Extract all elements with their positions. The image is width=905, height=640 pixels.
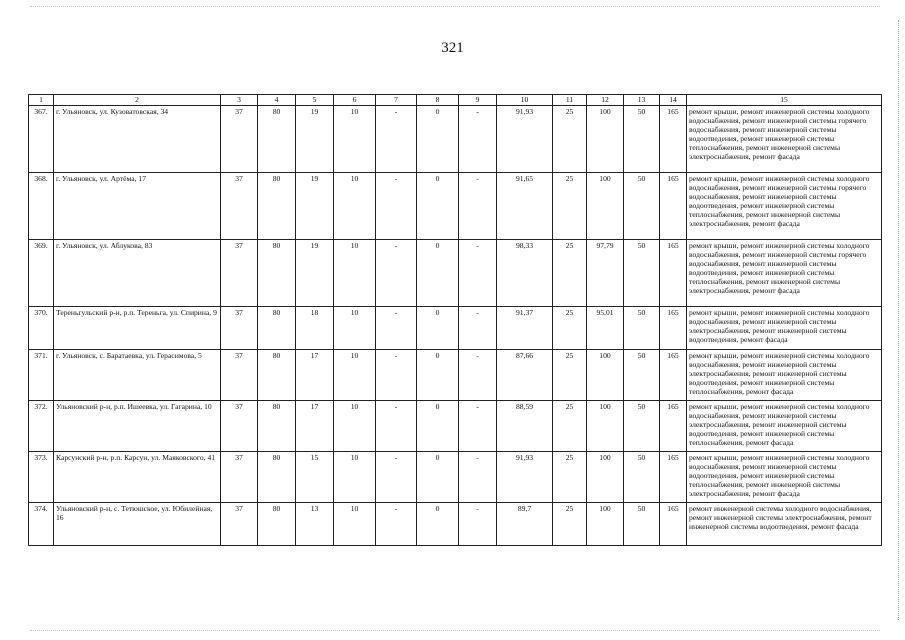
value-cell-c10: 89,7 (497, 503, 553, 546)
table-row (29, 503, 882, 546)
value-cell-c3: 37 (221, 350, 258, 401)
works-cell: ремонт инженерной системы холодного водоснабжения, ремонт инженерной системы электроснабжения, ремонт инженерной системы водоотведения, ремонт фасада (687, 503, 882, 546)
value-cell-c8: 0 (417, 173, 459, 240)
col-header: 2 (54, 95, 221, 106)
works-cell: ремонт крыши, ремонт инженерной системы холодного водоснабжения, ремонт инженерной системы водоотведения, ремонт инженерной системы теплоснабжения, ремонт инженерной системы электроснабжения, ремонт фасада (687, 452, 882, 503)
value-cell-c13: 50 (624, 240, 660, 307)
value-cell-c5: 19 (296, 106, 334, 173)
address-cell: г. Ульяновск, ул. Кузоватовская, 34 (54, 106, 221, 173)
page-number: 321 (441, 40, 464, 56)
value-cell-c8: 0 (417, 503, 459, 546)
value-cell-c3: 37 (221, 452, 258, 503)
value-cell-c4: 80 (258, 401, 296, 452)
value-cell-c10: 91,93 (497, 452, 553, 503)
value-cell-c8: 0 (417, 240, 459, 307)
col-header: 11 (553, 95, 587, 106)
table-row (29, 307, 882, 350)
value-cell-c12: 100 (587, 106, 624, 173)
value-cell-c8: 0 (417, 106, 459, 173)
address-cell: Карсунский р-н, р.п. Карсун, ул. Маяковского, 41 (54, 452, 221, 503)
value-cell-c12: 100 (587, 350, 624, 401)
value-cell-c5: 17 (296, 401, 334, 452)
value-cell-c13: 50 (624, 401, 660, 452)
header-row (29, 95, 882, 106)
value-cell-c6: 10 (334, 307, 376, 350)
value-cell-c11: 25 (553, 106, 587, 173)
value-cell-c9: - (459, 307, 497, 350)
works-cell: ремонт крыши, ремонт инженерной системы холодного водоснабжения, ремонт инженерной системы горячего водоснабжения, ремонт инженерной системы водоотведения, ремонт инженерной системы теплоснабжения, ремонт инженерной системы электроснабжения, ремонт фасада (687, 106, 882, 173)
col-header: 15 (687, 95, 882, 106)
address-cell: Тереньгульский р-н, р.п. Тереньга, ул. Спирина, 9 (54, 307, 221, 350)
value-cell-c7: - (376, 503, 417, 546)
table-row (29, 173, 882, 240)
value-cell-c6: 10 (334, 240, 376, 307)
value-cell-c11: 25 (553, 503, 587, 546)
value-cell-c11: 25 (553, 452, 587, 503)
address-cell: г. Ульяновск, ул. Артёма, 17 (54, 173, 221, 240)
value-cell-c8: 0 (417, 452, 459, 503)
value-cell-c12: 95,01 (587, 307, 624, 350)
value-cell-c3: 37 (221, 401, 258, 452)
value-cell-c10: 98,33 (497, 240, 553, 307)
value-cell-c12: 100 (587, 401, 624, 452)
col-header: 4 (258, 95, 296, 106)
col-header: 9 (459, 95, 497, 106)
value-cell-c14: 165 (660, 173, 687, 240)
address-cell: г. Ульяновск, ул. Аблукова, 83 (54, 240, 221, 307)
value-cell-c11: 25 (553, 240, 587, 307)
row-number: 374. (29, 503, 54, 546)
col-header: 6 (334, 95, 376, 106)
scan-edge-right (897, 20, 899, 620)
value-cell-c11: 25 (553, 350, 587, 401)
value-cell-c5: 19 (296, 173, 334, 240)
value-cell-c11: 25 (553, 307, 587, 350)
value-cell-c3: 37 (221, 173, 258, 240)
col-header: 13 (624, 95, 660, 106)
value-cell-c7: - (376, 240, 417, 307)
value-cell-c10: 87,66 (497, 350, 553, 401)
value-cell-c14: 165 (660, 106, 687, 173)
row-number: 368. (29, 173, 54, 240)
value-cell-c14: 165 (660, 452, 687, 503)
value-cell-c8: 0 (417, 307, 459, 350)
value-cell-c14: 165 (660, 350, 687, 401)
value-cell-c10: 91,37 (497, 307, 553, 350)
value-cell-c6: 10 (334, 350, 376, 401)
address-cell: Ульяновский р-н, с. Тетюшское, ул. Юбилейная, 16 (54, 503, 221, 546)
value-cell-c3: 37 (221, 240, 258, 307)
value-cell-c13: 50 (624, 173, 660, 240)
works-cell: ремонт крыши, ремонт инженерной системы холодного водоснабжения, ремонт инженерной системы горячего водоснабжения, ремонт инженерной системы водоотведения, ремонт инженерной системы теплоснабжения, ремонт инженерной системы электроснабжения, ремонт фасада (687, 240, 882, 307)
row-number: 370. (29, 307, 54, 350)
value-cell-c5: 13 (296, 503, 334, 546)
address-cell: г. Ульяновск, с. Баратаевка, ул. Герасимова, 5 (54, 350, 221, 401)
address-cell: Ульяновский р-н, р.п. Ишеевка, ул. Гагарина, 10 (54, 401, 221, 452)
value-cell-c12: 100 (587, 173, 624, 240)
value-cell-c12: 100 (587, 452, 624, 503)
value-cell-c13: 50 (624, 452, 660, 503)
value-cell-c14: 165 (660, 401, 687, 452)
table-row (29, 350, 882, 401)
value-cell-c3: 37 (221, 307, 258, 350)
works-cell: ремонт крыши, ремонт инженерной системы холодного водоснабжения, ремонт инженерной системы электроснабжения, ремонт инженерной системы водоотведения, ремонт инженерной системы теплоснабжения, ремонт фасада (687, 350, 882, 401)
value-cell-c14: 165 (660, 307, 687, 350)
value-cell-c14: 165 (660, 503, 687, 546)
col-header: 3 (221, 95, 258, 106)
value-cell-c4: 80 (258, 350, 296, 401)
value-cell-c3: 37 (221, 106, 258, 173)
value-cell-c10: 91,65 (497, 173, 553, 240)
value-cell-c6: 10 (334, 173, 376, 240)
value-cell-c9: - (459, 452, 497, 503)
repair-table (28, 94, 882, 546)
value-cell-c8: 0 (417, 401, 459, 452)
value-cell-c5: 17 (296, 350, 334, 401)
row-number: 371. (29, 350, 54, 401)
value-cell-c5: 19 (296, 240, 334, 307)
table-row (29, 401, 882, 452)
col-header: 7 (376, 95, 417, 106)
value-cell-c10: 91,93 (497, 106, 553, 173)
row-number: 369. (29, 240, 54, 307)
col-header: 10 (497, 95, 553, 106)
value-cell-c9: - (459, 106, 497, 173)
value-cell-c9: - (459, 503, 497, 546)
table-row (29, 240, 882, 307)
value-cell-c7: - (376, 307, 417, 350)
value-cell-c10: 88,59 (497, 401, 553, 452)
col-header: 1 (29, 95, 54, 106)
value-cell-c9: - (459, 173, 497, 240)
value-cell-c4: 80 (258, 106, 296, 173)
works-cell: ремонт крыши, ремонт инженерной системы холодного водоснабжения, ремонт инженерной системы горячего водоснабжения, ремонт инженерной системы водоотведения, ремонт инженерной системы теплоснабжения, ремонт инженерной системы электроснабжения, ремонт фасада (687, 173, 882, 240)
value-cell-c7: - (376, 173, 417, 240)
value-cell-c4: 80 (258, 173, 296, 240)
value-cell-c7: - (376, 106, 417, 173)
value-cell-c7: - (376, 401, 417, 452)
value-cell-c4: 80 (258, 503, 296, 546)
scan-edge-bottom (30, 630, 880, 632)
col-header: 14 (660, 95, 687, 106)
value-cell-c12: 100 (587, 503, 624, 546)
value-cell-c13: 50 (624, 503, 660, 546)
value-cell-c5: 15 (296, 452, 334, 503)
value-cell-c6: 10 (334, 503, 376, 546)
value-cell-c7: - (376, 350, 417, 401)
scan-edge-top (30, 6, 880, 8)
works-cell: ремонт крыши, ремонт инженерной системы холодного водоснабжения, ремонт инженерной системы электроснабжения, ремонт инженерной системы водоотведения, ремонт фасада (687, 307, 882, 350)
value-cell-c13: 50 (624, 307, 660, 350)
value-cell-c11: 25 (553, 401, 587, 452)
col-header: 5 (296, 95, 334, 106)
value-cell-c6: 10 (334, 452, 376, 503)
value-cell-c4: 80 (258, 240, 296, 307)
value-cell-c6: 10 (334, 401, 376, 452)
value-cell-c5: 18 (296, 307, 334, 350)
value-cell-c11: 25 (553, 173, 587, 240)
value-cell-c4: 80 (258, 307, 296, 350)
value-cell-c4: 80 (258, 452, 296, 503)
value-cell-c13: 50 (624, 350, 660, 401)
value-cell-c8: 0 (417, 350, 459, 401)
col-header: 12 (587, 95, 624, 106)
row-number: 372. (29, 401, 54, 452)
value-cell-c9: - (459, 240, 497, 307)
value-cell-c9: - (459, 350, 497, 401)
value-cell-c12: 97,79 (587, 240, 624, 307)
table-row (29, 106, 882, 173)
value-cell-c13: 50 (624, 106, 660, 173)
value-cell-c3: 37 (221, 503, 258, 546)
works-cell: ремонт крыши, ремонт инженерной системы холодного водоснабжения, ремонт инженерной системы электроснабжения, ремонт инженерной системы водоотведения, ремонт инженерной системы теплоснабжения, ремонт фасада (687, 401, 882, 452)
row-number: 367. (29, 106, 54, 173)
row-number: 373. (29, 452, 54, 503)
value-cell-c6: 10 (334, 106, 376, 173)
col-header: 8 (417, 95, 459, 106)
value-cell-c9: - (459, 401, 497, 452)
value-cell-c14: 165 (660, 240, 687, 307)
table-row (29, 452, 882, 503)
value-cell-c7: - (376, 452, 417, 503)
